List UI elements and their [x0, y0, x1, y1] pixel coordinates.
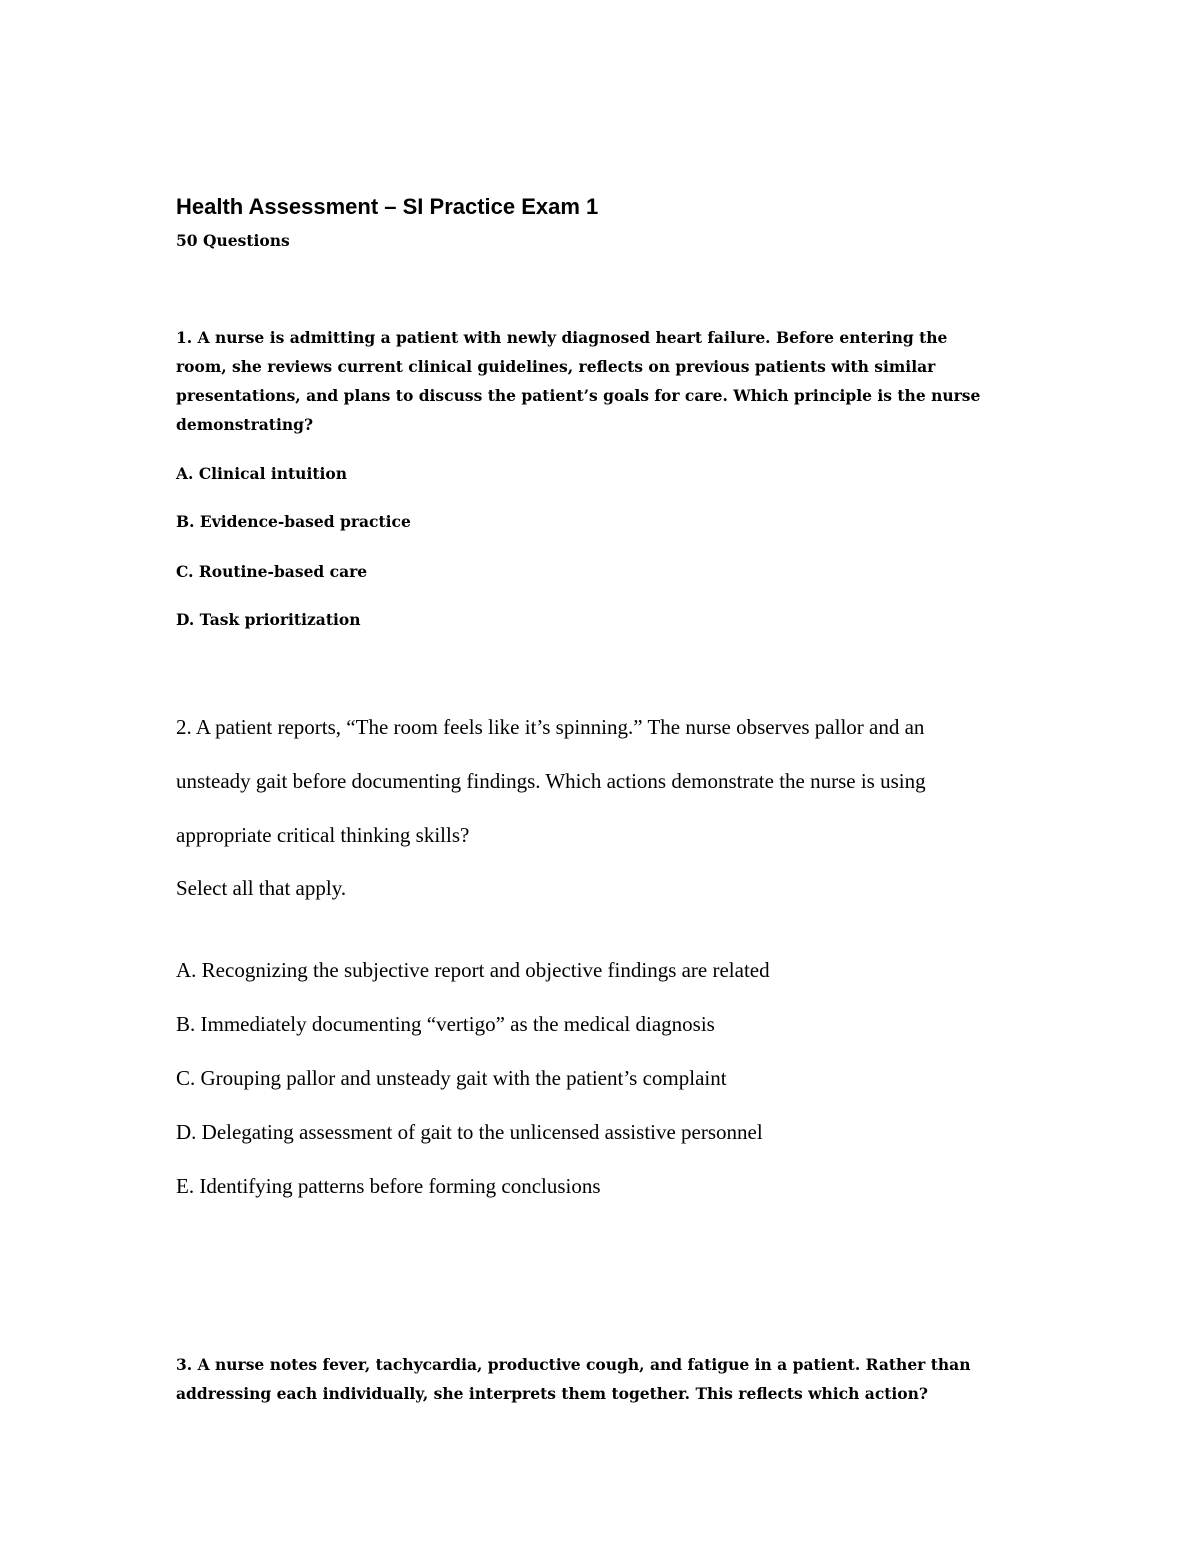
- question-1-line: room, she reviews current clinical guidelines, reflects on previous patients with similar: [176, 357, 936, 376]
- question-2-line: 2. A patient reports, “The room feels like it’s spinning.” The nurse observes pallor and an: [176, 715, 925, 739]
- question-2-stem: [176, 700, 1036, 862]
- question-2-option-b: B. Immediately documenting “vertigo” as the medical diagnosis: [176, 1012, 715, 1036]
- question-2-option-a: A. Recognizing the subjective report and objective findings are related: [176, 958, 770, 982]
- document-page: [176, 0, 1036, 1553]
- question-1-stem: [176, 323, 1026, 439]
- question-1-line: 1. A nurse is admitting a patient with newly diagnosed heart failure. Before entering the: [176, 328, 948, 347]
- question-3-line: 3. A nurse notes fever, tachycardia, productive cough, and fatigue in a patient. Rather than: [176, 1355, 971, 1374]
- question-1-option-c: C. Routine-based care: [176, 562, 368, 581]
- question-2-line: appropriate critical thinking skills?: [176, 823, 470, 847]
- question-1-option-d: D. Task prioritization: [176, 610, 361, 629]
- question-3-stem: [176, 1350, 1026, 1408]
- question-1-line: demonstrating?: [176, 415, 314, 434]
- question-2-option-c: C. Grouping pallor and unsteady gait with the patient’s complaint: [176, 1066, 727, 1090]
- question-2-option-d: D. Delegating assessment of gait to the unlicensed assistive personnel: [176, 1120, 763, 1144]
- question-3-line: addressing each individually, she interprets them together. This reflects which action?: [176, 1384, 928, 1403]
- question-1-line: presentations, and plans to discuss the patient’s goals for care. Which principle is the nurse: [176, 386, 981, 405]
- question-2-option-e: E. Identifying patterns before forming conclusions: [176, 1174, 601, 1198]
- question-2-line: unsteady gait before documenting findings. Which actions demonstrate the nurse is using: [176, 769, 926, 793]
- question-1-option-a: A. Clinical intuition: [176, 464, 347, 483]
- page-title: Health Assessment – SI Practice Exam 1: [176, 194, 599, 219]
- page-subtitle: 50 Questions: [176, 231, 290, 250]
- question-2-instruction: Select all that apply.: [176, 876, 347, 900]
- question-1-option-b: B. Evidence-based practice: [176, 512, 411, 531]
